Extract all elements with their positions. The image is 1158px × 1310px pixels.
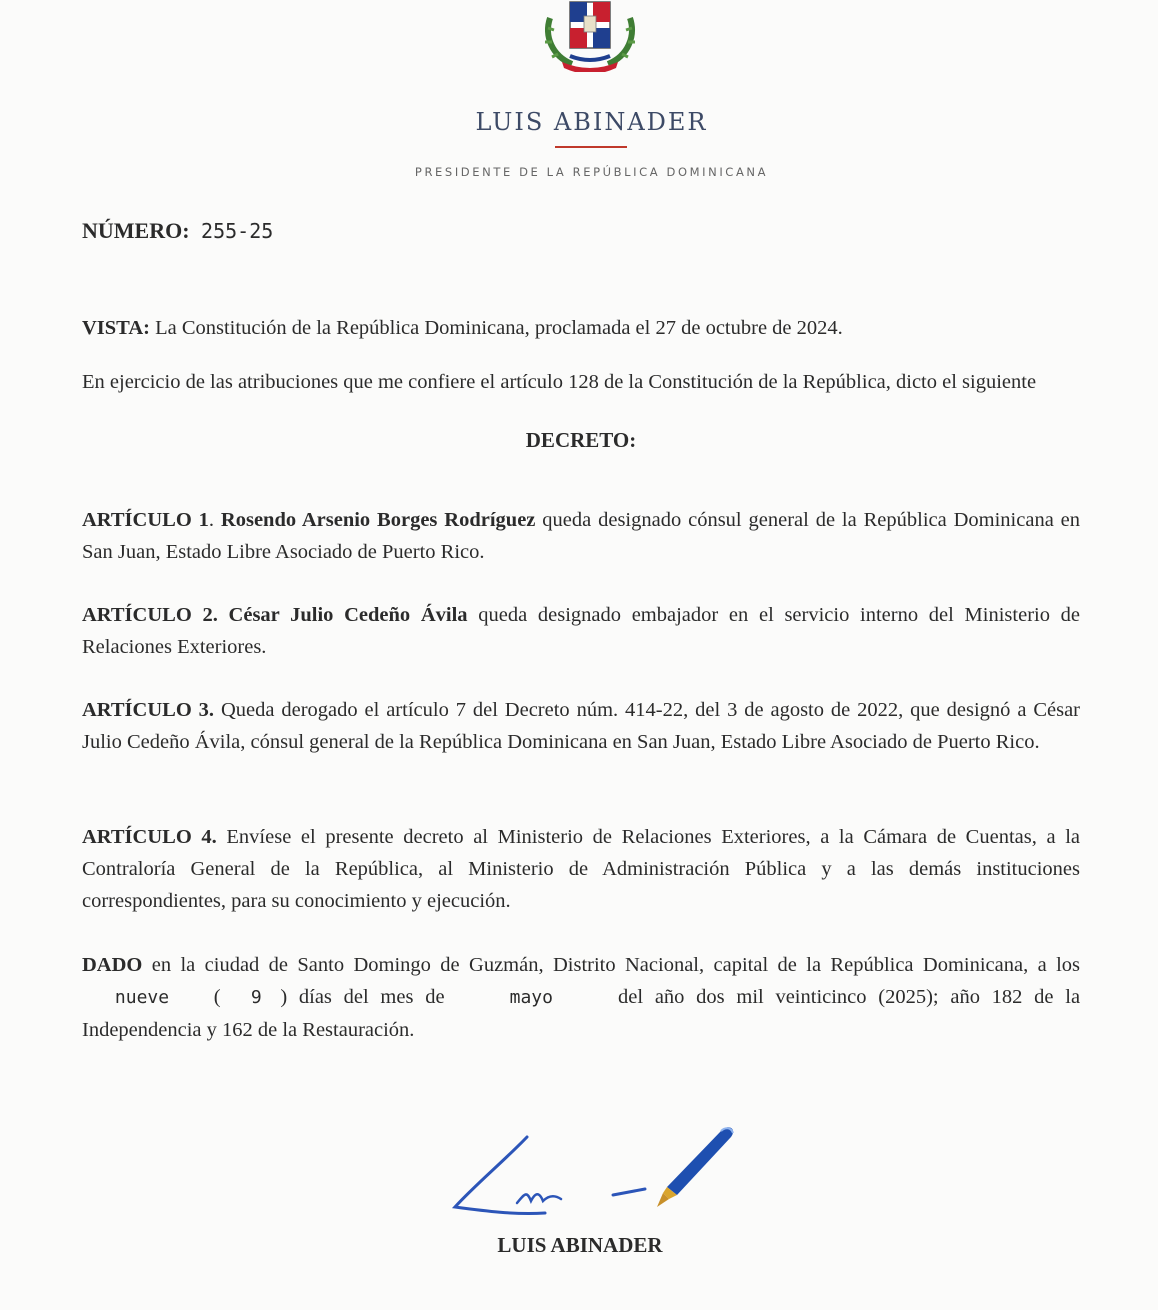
- article-2-text: queda designado embajador en el servicio interno del Ministerio de Relaciones Exteriores.: [82, 604, 1081, 658]
- day-word: nueve: [114, 987, 170, 1008]
- header-name: LUIS ABINADER: [475, 108, 708, 136]
- dado-label: DADO: [82, 954, 143, 976]
- month-value: mayo: [509, 987, 553, 1008]
- article-1: [82, 504, 1080, 568]
- day-number: 9: [250, 987, 262, 1008]
- article-1-text: queda designado cónsul general de la República Dominicana en San Juan, Estado Libre Asociado de Puerto Rico.: [82, 509, 1081, 563]
- article-4-label: ARTÍCULO 4.: [82, 826, 217, 848]
- header-subtitle: PRESIDENTE DE LA REPÚBLICA DOMINICANA: [414, 165, 769, 179]
- decreto-title: DECRETO:: [525, 428, 637, 452]
- decree-number-label: NÚMERO:: [82, 218, 190, 243]
- article-3-text: Queda derogado el artículo 7 del Decreto núm. 414-22, del 3 de agosto de 2022, que designó a César Julio Cedeño Ávila, cónsul general de la República Dominicana en San Juan, Estado Libre Asociado de Puerto Rico.: [82, 699, 1080, 753]
- decree-number: [82, 218, 273, 244]
- dado-text-3: del año dos mil veinticinco (2025); año 182 de la Independencia y 162 de la Restauración.: [82, 986, 1081, 1041]
- coat-of-arms-icon: [540, 0, 640, 72]
- article-2-label: ARTÍCULO 2.: [82, 604, 218, 626]
- fountain-pen-icon: [657, 1127, 733, 1207]
- vista-paragraph: [82, 312, 1080, 344]
- handwritten-signature: [445, 1115, 745, 1230]
- ejercicio-paragraph: En ejercicio de las atribuciones que me confiere el artículo 128 de la Constitución de la República, dicto el siguiente: [82, 371, 1037, 393]
- dado-text-2: ) días del mes de: [280, 986, 445, 1008]
- article-2: [82, 599, 1080, 663]
- signatory-name: LUIS ABINADER: [497, 1233, 663, 1257]
- open-paren: (: [213, 986, 221, 1008]
- header-divider: [555, 146, 627, 148]
- vista-label: VISTA:: [82, 317, 150, 339]
- article-1-label: ARTÍCULO 1: [82, 509, 209, 531]
- article-4: [82, 821, 1080, 917]
- article-4-text: Envíese el presente decreto al Ministerio de Relaciones Exteriores, a la Cámara de Cuentas, a la Contraloría General de la República, al Ministerio de Administración Pública y a las demás instituciones correspondientes, para su conocimiento y ejecución.: [82, 826, 1080, 912]
- article-3: [82, 694, 1080, 758]
- decree-number-value: 255-25: [201, 219, 274, 243]
- vista-text: La Constitución de la República Dominicana, proclamada el 27 de octubre de 2024.: [155, 317, 843, 339]
- article-3-label: ARTÍCULO 3.: [82, 699, 215, 721]
- dado-paragraph: [82, 949, 1080, 1046]
- article-1-separator: .: [208, 509, 215, 531]
- article-1-name: Rosendo Arsenio Borges Rodríguez: [220, 509, 536, 531]
- dado-text-1: en la ciudad de Santo Domingo de Guzmán, Distrito Nacional, capital de la República Dominicana, a los: [151, 954, 1081, 976]
- article-2-name: César Julio Cedeño Ávila: [228, 604, 468, 626]
